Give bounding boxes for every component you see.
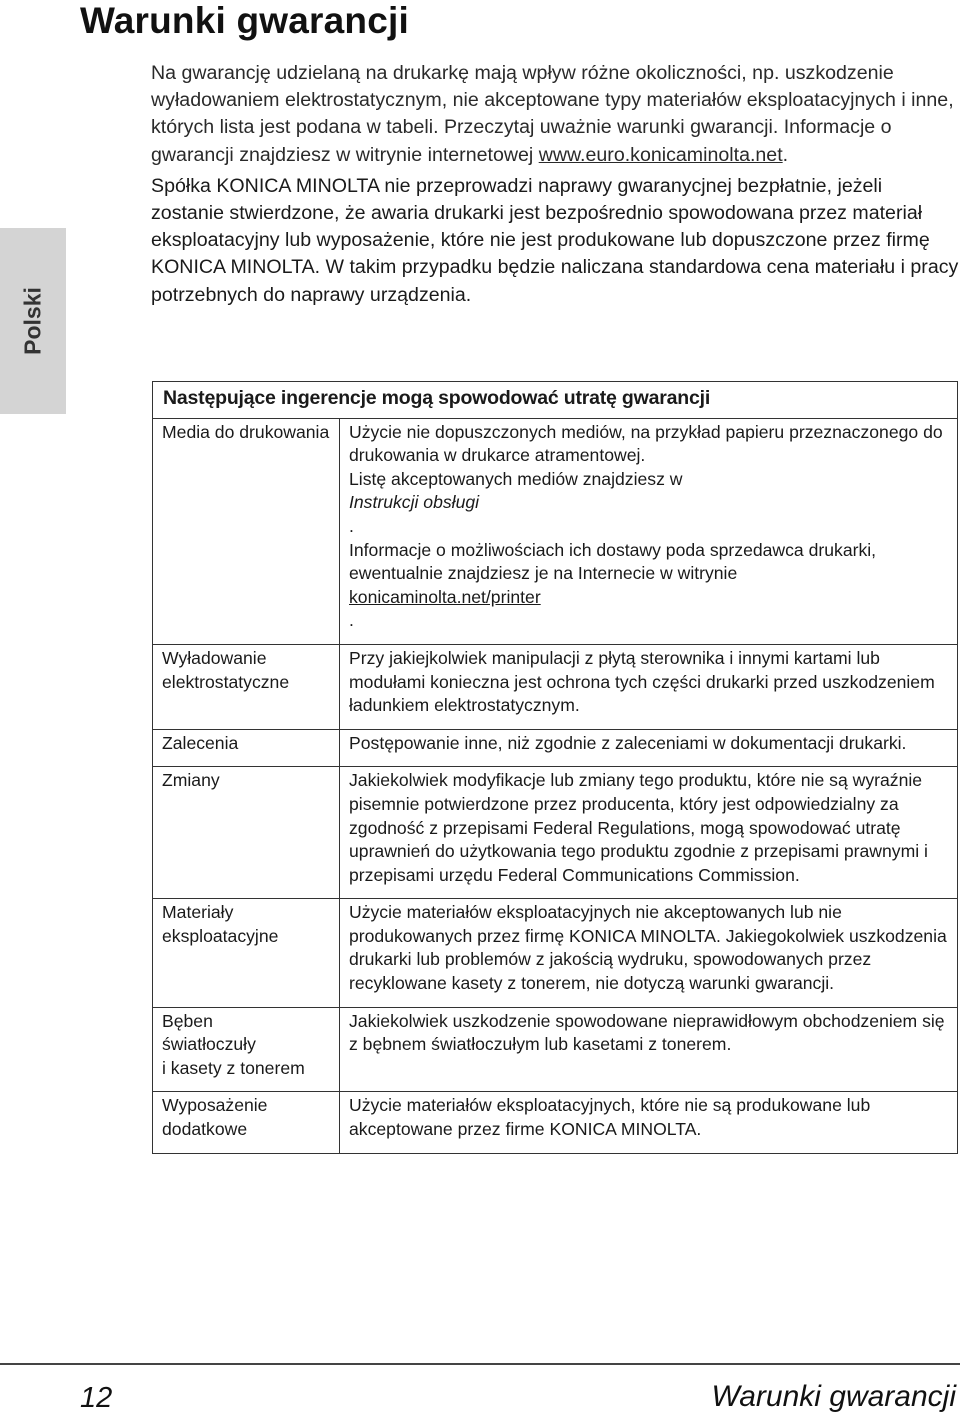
footer-title: Warunki gwarancji (711, 1380, 956, 1413)
category-cell: Wyładowanie elektrostatyczne (153, 644, 340, 729)
footer-divider (0, 1363, 960, 1365)
table-row (153, 418, 958, 644)
table-row (153, 1092, 958, 1153)
category-cell (153, 1007, 340, 1092)
page-number: 12 (80, 1382, 113, 1414)
description-cell: Użycie materiałów eksploatacyjnych nie akceptowanych lub nie produkowanych przez firmę KONICA MINOLTA. Jakiegokolwiek uszkodzenia drukarki lub problemów z jakością wydruku, spowodowanych przez recyklowane kasety z tonerem, nie dotyczą warunki gwarancji. (340, 899, 958, 1007)
description-text: Informacje o możliwościach ich dostawy poda sprzedawca drukarki, ewentualnie znajdziesz je na Internecie w witrynie (349, 539, 877, 584)
warranty-website-link[interactable]: www.euro.konicaminolta.net (538, 143, 783, 166)
language-tab-label: Polski (19, 287, 46, 355)
description-line: Użycie nie dopuszczonych mediów, na przykład papieru przeznaczonego do drukowania w drukarce atramentowej. (349, 421, 943, 466)
table-row (153, 644, 958, 729)
page-title: Warunki gwarancji (80, 0, 409, 41)
intro-section (151, 60, 959, 309)
intro-paragraph-1 (151, 60, 959, 169)
table-row (153, 729, 958, 767)
description-text: . (349, 610, 354, 631)
category-cell: Zmiany (153, 767, 340, 899)
description-cell: Postępowanie inne, niż zgodnie z zaleceniami w dokumentacji drukarki. (340, 729, 958, 767)
description-cell: Przy jakiejkolwiek manipulacji z płytą sterownika i innymi kartami lub modułami konieczna jest ochrona tych części drukarki przed uszkodzeniem ładunkiem elektrostatycznym. (340, 644, 958, 729)
intro-paragraph-1-end: . (782, 143, 789, 166)
manual-reference: Instrukcji obsługi (349, 492, 480, 513)
table-row (153, 1007, 958, 1092)
table-heading: Następujące ingerencje mogą spowodować utratę gwarancji (153, 382, 958, 419)
category-line: światłoczuły (162, 1034, 256, 1055)
intro-paragraph-2: Spółka KONICA MINOLTA nie przeprowadzi naprawy gwaranycjnej bezpłatnie, jeżeli zostanie stwierdzone, że awaria drukarki jest bezpośrednio spowodowana przez materiał eksploatacyjny lub wyposażenie, które nie jest produkowane lub dopuszczone przez firmę KONICA MINOLTA. W takim przypadku będzie naliczana standardowa cena materiału i pracy potrzebnych do naprawy urządzenia. (151, 174, 959, 306)
description-cell: Jakiekolwiek modyfikacje lub zmiany tego produktu, które nie są wyraźnie pisemnie potwierdzone przez producenta, który jest odpowiedzialny za zgodność z przepisami Federal Regulations, mogą spowodować utratę uprawnień do użytkowania tego produktu zgodnie z przepisami prawnymi i przepisami urzędu Federal Communications Commission. (340, 767, 958, 899)
category-line: i kasety z tonerem (162, 1057, 305, 1078)
intro-paragraph-1-text: Na gwarancję udzielaną na drukarkę mają wpływ różne okoliczności, np. uszkodzenie wyładowaniem elektrostatycznym, nie akceptowane typy materiałów eksploatacyjnych i inne, których lista jest podana w tabeli. Przeczytaj uważnie warunki gwarancji. Informacje o gwarancji znajdziesz w witrynie internetowej (151, 62, 954, 166)
description-line (349, 539, 948, 633)
category-line: Bęben (162, 1010, 213, 1031)
table-row (153, 767, 958, 899)
printer-website-link[interactable]: konicaminolta.net/printer (349, 586, 541, 607)
warranty-conditions-table (152, 381, 958, 1154)
category-cell: Media do drukowania (153, 418, 340, 644)
description-text: . (349, 515, 354, 536)
description-cell: Jakiekolwiek uszkodzenie spowodowane nieprawidłowym obchodzeniem się z bębnem światłoczułym lub kasetami z tonerem. (340, 1007, 958, 1092)
language-tab (0, 228, 66, 414)
description-text: Listę akceptowanych mediów znajdziesz w (349, 468, 683, 489)
description-cell (340, 418, 958, 644)
description-cell: Użycie materiałów eksploatacyjnych, które nie są produkowane lub akceptowane przez firme KONICA MINOLTA. (340, 1092, 958, 1153)
category-cell: Zalecenia (153, 729, 340, 767)
category-cell: Materiały eksploatacyjne (153, 899, 340, 1007)
table-header-row (153, 382, 958, 419)
category-cell: Wyposażenie dodatkowe (153, 1092, 340, 1153)
description-line (349, 468, 948, 539)
table-row (153, 899, 958, 1007)
